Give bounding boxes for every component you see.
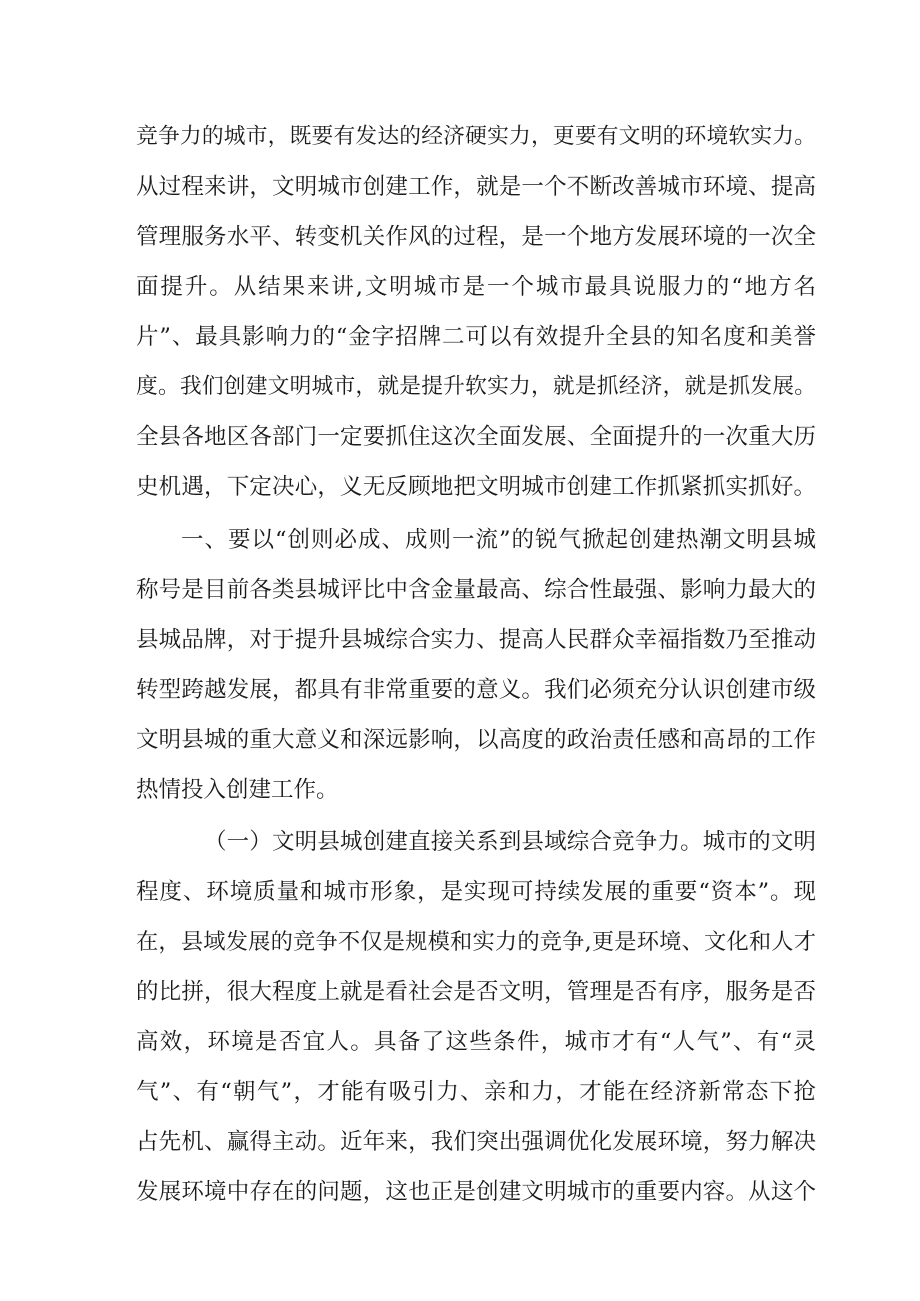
text-line: 称号是目前各类县城评比中含金量最高、综合性最强、影响力最大的 (136, 577, 816, 603)
text-line: 占先机、赢得主动。近年来，我们突出强调优化发展环境，努力解决 (136, 1129, 816, 1155)
text-line: 管理服务水平、转变机关作风的过程，是一个地方发展环境的一次全 (136, 224, 816, 250)
text-line: 度。我们创建文明城市，就是提升软实力，就是抓经济，就是抓发展。 (136, 374, 816, 399)
section-heading-line: 一、要以“创则必成、成则一流”的锐气掀起创建热潮文明县城 (181, 527, 816, 553)
text-line: 片”、最具影响力的“金字招牌二可以有效提升全县的知名度和美誉 (136, 324, 816, 350)
text-line: 文明县城的重大意义和深远影响，以高度的政治责任感和高昂的工作 (136, 727, 816, 753)
text-line: 气”、有“朝气”，才能有吸引力、亲和力，才能在经济新常态下抢 (136, 1079, 816, 1105)
text-line: 转型跨越发展，都具有非常重要的意义。我们必须充分认识创建市级 (136, 677, 816, 703)
text-line: 面提升。从结果来讲,文明城市是一个城市最具说服力的“地方名 (136, 274, 816, 300)
text-line: 从过程来讲，文明城市创建工作，就是一个不断改善城市环境、提高 (136, 174, 816, 200)
subsection-heading-line: （一）文明县城创建直接关系到县域综合竞争力。城市的文明 (204, 829, 816, 855)
text-line: 程度、环境质量和城市形象，是实现可持续发展的重要“资本”。现 (136, 879, 816, 905)
text-line: 县城品牌，对于提升县城综合实力、提高人民群众幸福指数乃至推动 (136, 627, 816, 653)
text-line: 的比拼，很大程度上就是看社会是否文明，管理是否有序，服务是否 (136, 979, 816, 1005)
text-line: 竞争力的城市，既要有发达的经济硬实力，更要有文明的环境软实力。 (136, 124, 816, 149)
text-line: 在，县域发展的竞争不仅是规模和实力的竞争,更是环境、文化和人才 (136, 929, 816, 955)
text-line: 发展环境中存在的问题，这也正是创建文明城市的重要内容。从这个 (136, 1179, 816, 1205)
text-line: 高效，环境是否宜人。具备了这些条件，城市才有“人气”、有“灵 (136, 1029, 816, 1055)
text-line: 史机遇，下定决心，义无反顾地把文明城市创建工作抓紧抓实抓好。 (136, 474, 816, 500)
text-line: 全县各地区各部门一定要抓住这次全面发展、全面提升的一次重大历 (136, 424, 816, 450)
text-line: 热情投入创建工作。 (136, 777, 339, 803)
